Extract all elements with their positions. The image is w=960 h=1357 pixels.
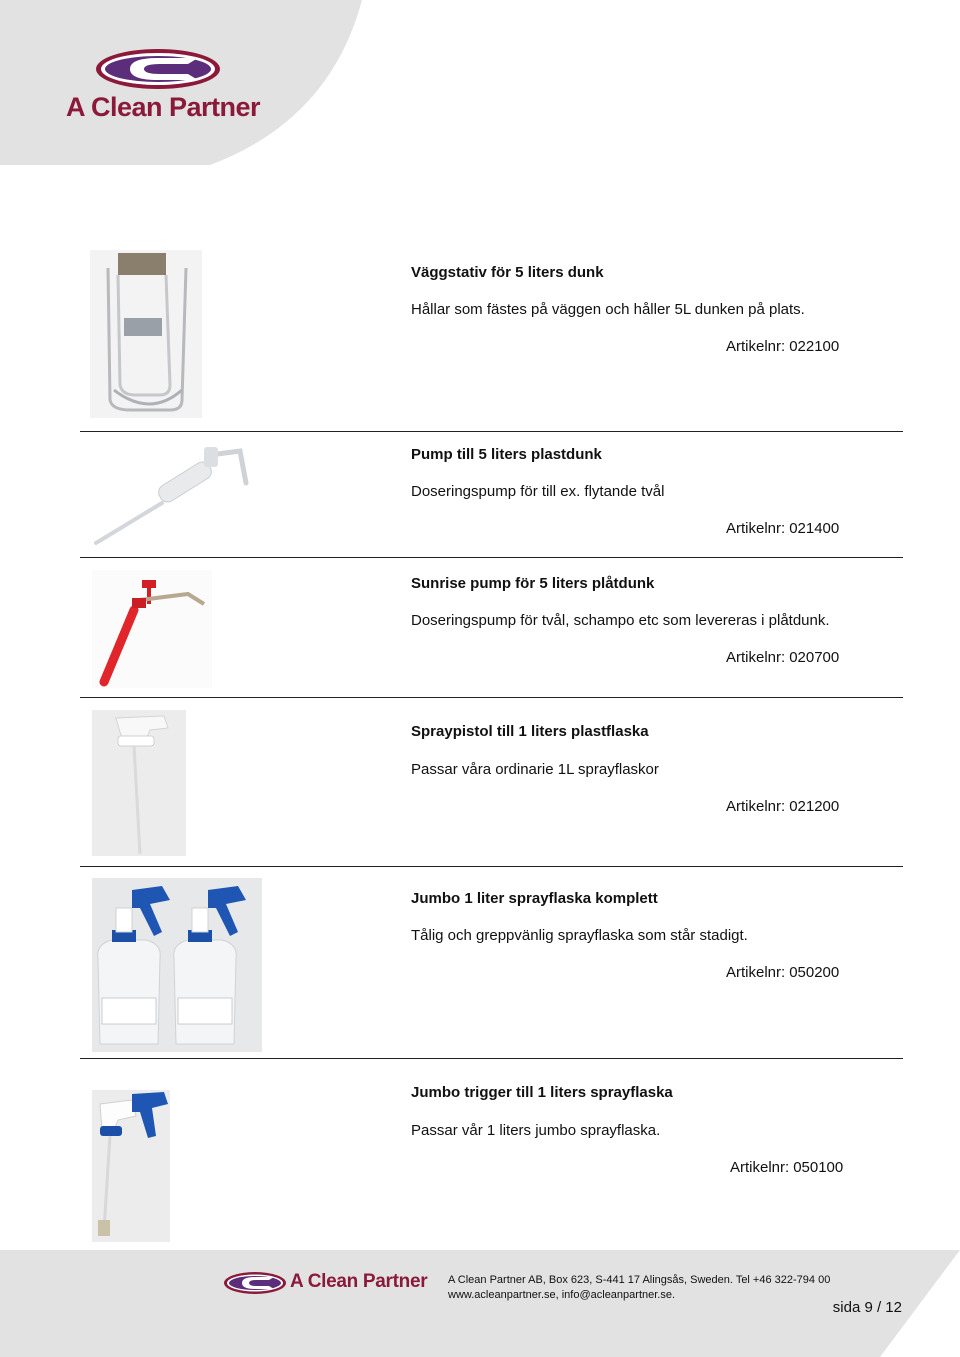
divider xyxy=(80,557,903,558)
product-description: Passar våra ordinarie 1L sprayflaskor xyxy=(411,761,659,778)
article-value: 050200 xyxy=(789,964,840,981)
footer-logo xyxy=(222,1270,437,1300)
divider xyxy=(80,866,903,867)
article-label: Artikelnr: xyxy=(726,338,786,355)
footer-address: A Clean Partner AB, Box 623, S-441 17 Alingsås, Sweden. Tel +46 322-794 00 xyxy=(448,1274,831,1286)
red-pump-image xyxy=(92,570,212,688)
article-number xyxy=(726,798,839,815)
product-title: Spraypistol till 1 liters plastflaska xyxy=(411,723,649,740)
divider xyxy=(80,1058,903,1059)
brand-logo-text: A Clean Partner xyxy=(66,92,261,122)
spray-trigger-image xyxy=(92,710,186,856)
brand-logo-emblem xyxy=(60,44,260,94)
article-number xyxy=(730,1159,843,1176)
pump-image xyxy=(90,443,250,548)
product-title: Jumbo 1 liter sprayflaska komplett xyxy=(411,890,658,907)
product-description: Hållar som fästes på väggen och håller 5L dunken på plats. xyxy=(411,301,805,318)
product-description: Doseringspump för tvål, schampo etc som levereras i plåtdunk. xyxy=(411,612,830,629)
article-label: Artikelnr: xyxy=(726,964,786,981)
product-title: Sunrise pump för 5 liters plåtdunk xyxy=(411,575,655,592)
article-number xyxy=(726,338,839,355)
product-title: Väggstativ för 5 liters dunk xyxy=(411,264,604,281)
product-title: Pump till 5 liters plastdunk xyxy=(411,446,602,463)
product-title: Jumbo trigger till 1 liters sprayflaska xyxy=(411,1084,673,1101)
page-number: sida 9 / 12 xyxy=(832,1299,902,1316)
divider xyxy=(80,697,903,698)
product-description: Doseringspump för till ex. flytande tvål xyxy=(411,483,665,500)
article-value: 022100 xyxy=(789,338,840,355)
article-label: Artikelnr: xyxy=(726,520,786,537)
footer-contact: www.acleanpartner.se, info@acleanpartner.se. xyxy=(448,1289,676,1301)
article-label: Artikelnr: xyxy=(730,1159,790,1176)
article-number xyxy=(726,520,839,537)
article-number xyxy=(726,964,839,981)
article-value: 050100 xyxy=(793,1159,844,1176)
product-description: Passar vår 1 liters jumbo sprayflaska. xyxy=(411,1122,661,1139)
article-number xyxy=(726,649,839,666)
article-label: Artikelnr: xyxy=(726,798,786,815)
footer-background xyxy=(0,1250,960,1357)
divider xyxy=(80,431,903,432)
brand-logo xyxy=(60,44,260,134)
article-value: 020700 xyxy=(789,649,840,666)
product-description: Tålig och greppvänlig sprayflaska som står stadigt. xyxy=(411,927,748,944)
page-footer xyxy=(0,1250,960,1357)
jumbo-trigger-image xyxy=(92,1090,170,1242)
article-value: 021200 xyxy=(789,798,840,815)
spray-bottles-image xyxy=(92,878,262,1052)
footer-logo-emblem xyxy=(222,1270,288,1296)
footer-logo-text: A Clean Partner xyxy=(290,1271,428,1292)
wall-stand-image xyxy=(90,250,202,418)
article-label: Artikelnr: xyxy=(726,649,786,666)
article-value: 021400 xyxy=(789,520,840,537)
